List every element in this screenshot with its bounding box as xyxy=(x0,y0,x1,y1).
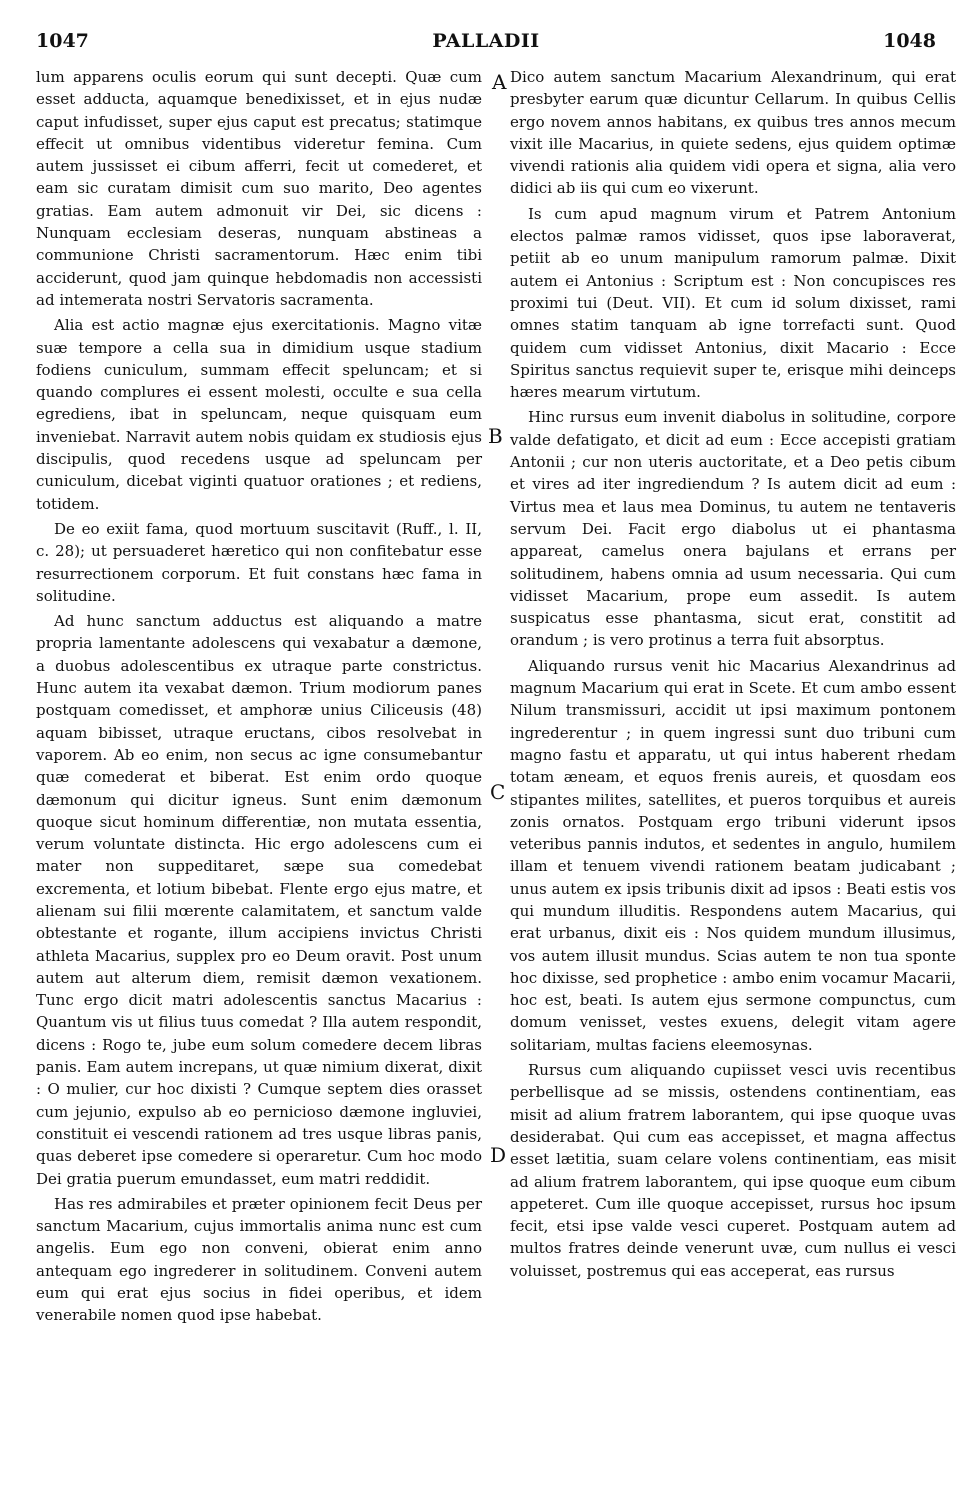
section-marker-b: B xyxy=(488,424,503,448)
paragraph: Aliquando rursus venit hic Macarius Alexandrinus ad magnum Macarium qui erat in Scete. Et cum ambo essent Nilum transmissuri, accidit ut ipsi maximum pontonem ingrederentur ; in quem ingressi sunt duo tribuni cum magno fastu et apparatu, ut qui intus haberent rhedam totam æneam, et equos frenis aureis, et quosdam eos stipantes milites, satellites, et pueros torquibus et aureis zonis ornatos. Postquam ergo tribuni viderunt ipsos veteribus pannis indutos, et sedentes in angulo, humilem illam et tenuem vivendi rationem beatam judicabant ; unus autem ex ipsis tribunis dixit ad ipsos : Beati estis vos qui mundum illuditis. Respondens autem Macarius, qui erat urbanus, dixit eis : Nos quidem mundum illusimus, vos autem illusit mundus. Scias autem te non tua sponte hoc dixisse, sed prophetice : ambo enim vocamur Macarii, hoc est, beati. Is autem ejus sermone compunctus, cum domum venisset, vestes exuens, delegit vitam agere solitariam, multas faciens eleemosynas. xyxy=(510,656,956,1054)
paragraph: Ad hunc sanctum adductus est aliquando a matre propria lamentante adolescens qui vexabatur a dæmone, a duobus adolescentibus ex utraque parte constrictus. Hunc autem ita vexabat dæmon. Trium modiorum panes postquam comedisset, et amphoræ unius Ciliceusis (48) aquam bibisset, utraque eructans, cibos resolvebat in vaporem. Ab eo enim, non secus ac igne consumebantur quæ comederat et biberat. Est enim ordo quoque dæmonum qui dicitur igneus. Sunt enim dæmonum quoque sicut hominum differentiæ, non mutata essentia, verum voluntate distincta. Hic ergo adolescens cum ei mater non suppeditaret, sæpe sua comedebat excrementa, et lotium bibebat. Flente ergo ejus matre, et alienam sui filii mœrente calamitatem, et sanctum valde obtestante et rogante, illum accipiens invictus Christi athleta Macarius, supplex pro eo Deum oravit. Post unum autem aut alterum diem, remisit dæmon vexationem. Tunc ergo dicit matri adolescentis sanctus Macarius : Quantum vis ut filius tuus comedat ? Illa autem respondit, dicens : Rogo te, jube eum solum comedere decem libras panis. Eam autem increpans, ut quæ nimium dixerat, dixit : O mulier, cur hoc dixisti ? Cumque septem dies orasset cum jejunio, expulso ab eo pernicioso dæmone ingluviei, constituit ei vescendi rationem ad tres usque libras panis, quas deberet ipse comedere si operaretur. Cum hoc modo Dei gratia puerum emundasset, eum matri reddidit. xyxy=(36,612,482,1188)
page-number-left: 1047 xyxy=(36,30,89,52)
paragraph: De eo exiit fama, quod mortuum suscitavit (Ruff., l. II, c. 28); ut persuaderet hæretico qui non confitebatur esse resurrectionem corporum. Et fuit constans hæc fama in solitudine. xyxy=(36,519,482,605)
section-marker-a: A xyxy=(492,70,507,94)
left-column xyxy=(36,66,482,1327)
paragraph: Rursus cum aliquando cupiisset vesci uvis recentibus perbellisque ad se missis, ostendens continentiam, eas misit ad alium fratrem laborantem, qui ipse quoque uvas desiderabat. Qui cum eas accepisset, et magna affectus esset lætitia, suam celare volens continentiam, eas misit ad alium fratrem laborantem, qui ipse quoque eum cibum appeteret. Cum ille quoque accepisset, rursus hoc ipsum fecit, etsi ipse valde vesci cuperet. Postquam autem ad multos fratres deinde venerunt uvæ, cum nullus ei vesci voluisset, postremus qui eas acceperat, eas rursus xyxy=(510,1061,956,1280)
paragraph: Alia est actio magnæ ejus exercitationis. Magno vitæ suæ tempore a cella sua in dimidium usque stadium fodiens cuniculum, summam effecit speluncam; et si quando complures ei essent molesti, occulte e sua cella egrediens, ibat in speluncam, neque quisquam eum inveniebat. Narravit autem nobis quidam ex studiosis ejus discipulis, quod recedens usque ad speluncam per cuniculum, dicebat viginti quatuor orationes ; et rediens, totidem. xyxy=(36,316,482,513)
section-marker-c: C xyxy=(490,780,506,804)
page-header xyxy=(36,30,936,60)
running-title: PALLADII xyxy=(432,30,540,52)
paragraph: Has res admirabiles et præter opinionem fecit Deus per sanctum Macarium, cujus immortalis anima nunc est cum angelis. Eum ego non conveni, obierat enim anno antequam ego ingrederer in solitudinem. Conveni autem eum qui erat ejus socius in fidei operibus, et idem venerabile nomen quod ipse habebat. xyxy=(36,1194,482,1325)
paragraph: lum apparens oculis eorum qui sunt decepti. Quæ cum esset adducta, aquamque benedixisset, et in ejus nudæ caput infudisset, super ejus caput est precatus; statimque effecit ut omnibus videntibus videretur femina. Cum autem jussisset ei cibum afferri, fecit ut comederet, et eam sic curatam dimisit cum suo marito, Deo agentes gratias. Eam autem admonuit vir Dei, sic dicens : Nunquam ecclesiam deseras, nunquam abstineas a communione Christi sacramentorum. Hæc enim tibi acciderunt, quod jam quinque hebdomadis non accessisti ad intemerata nostri Servatoris sacramenta. xyxy=(36,68,482,309)
paragraph: Hinc rursus eum invenit diabolus in solitudine, corpore valde defatigato, et dicit ad eum : Ecce accepisti gratiam Antonii ; cur non uteris auctoritate, et a Deo petis cibum et vires ad iter ingrediendum ? Is autem dicit ad eum : Virtus mea et laus mea Dominus, tu autem ne tentaveris servum Dei. Facit ergo diabolus ut ei phantasma appareat, camelus onera bajulans et errans per solitudinem, habens omnia ad usum necessaria. Qui cum vidisset Macarium, prope eum assedit. Is autem suspicatus esse phantasma, sicut erat, constitit ad orandum ; is vero protinus a terra fuit absorptus. xyxy=(510,408,956,650)
page-number-right: 1048 xyxy=(883,30,936,52)
right-column xyxy=(510,66,956,1282)
paragraph: Is cum apud magnum virum et Patrem Antonium electos palmæ ramos vidisset, quos ipse laboraverat, petiit ab eo unum manipulum ramorum palmæ. Dixit autem ei Antonius : Scriptum est : Non concupisces res proximi tui (Deut. VII). Et cum id solum dixisset, rami omnes statim tanquam ab igne torrefacti sunt. Quod quidem cum vidisset Antonius, dixit Macario : Ecce Spiritus sanctus requievit super te, erisque mihi deinceps hæres mearum virtutum. xyxy=(510,204,956,402)
section-marker-d: D xyxy=(490,1143,507,1167)
paragraph: Dico autem sanctum Macarium Alexandrinum, qui erat presbyter earum quæ dicuntur Cellarum. In quibus Cellis ergo novem annos habitans, ex quibus tres annos mecum vixit ille Macarius, in quiete sedens, ejus quidem optimæ vivendi rationis alia quidem vidi opera et signa, alia vero didici ab iis qui cum eo vixerunt. xyxy=(510,68,956,198)
